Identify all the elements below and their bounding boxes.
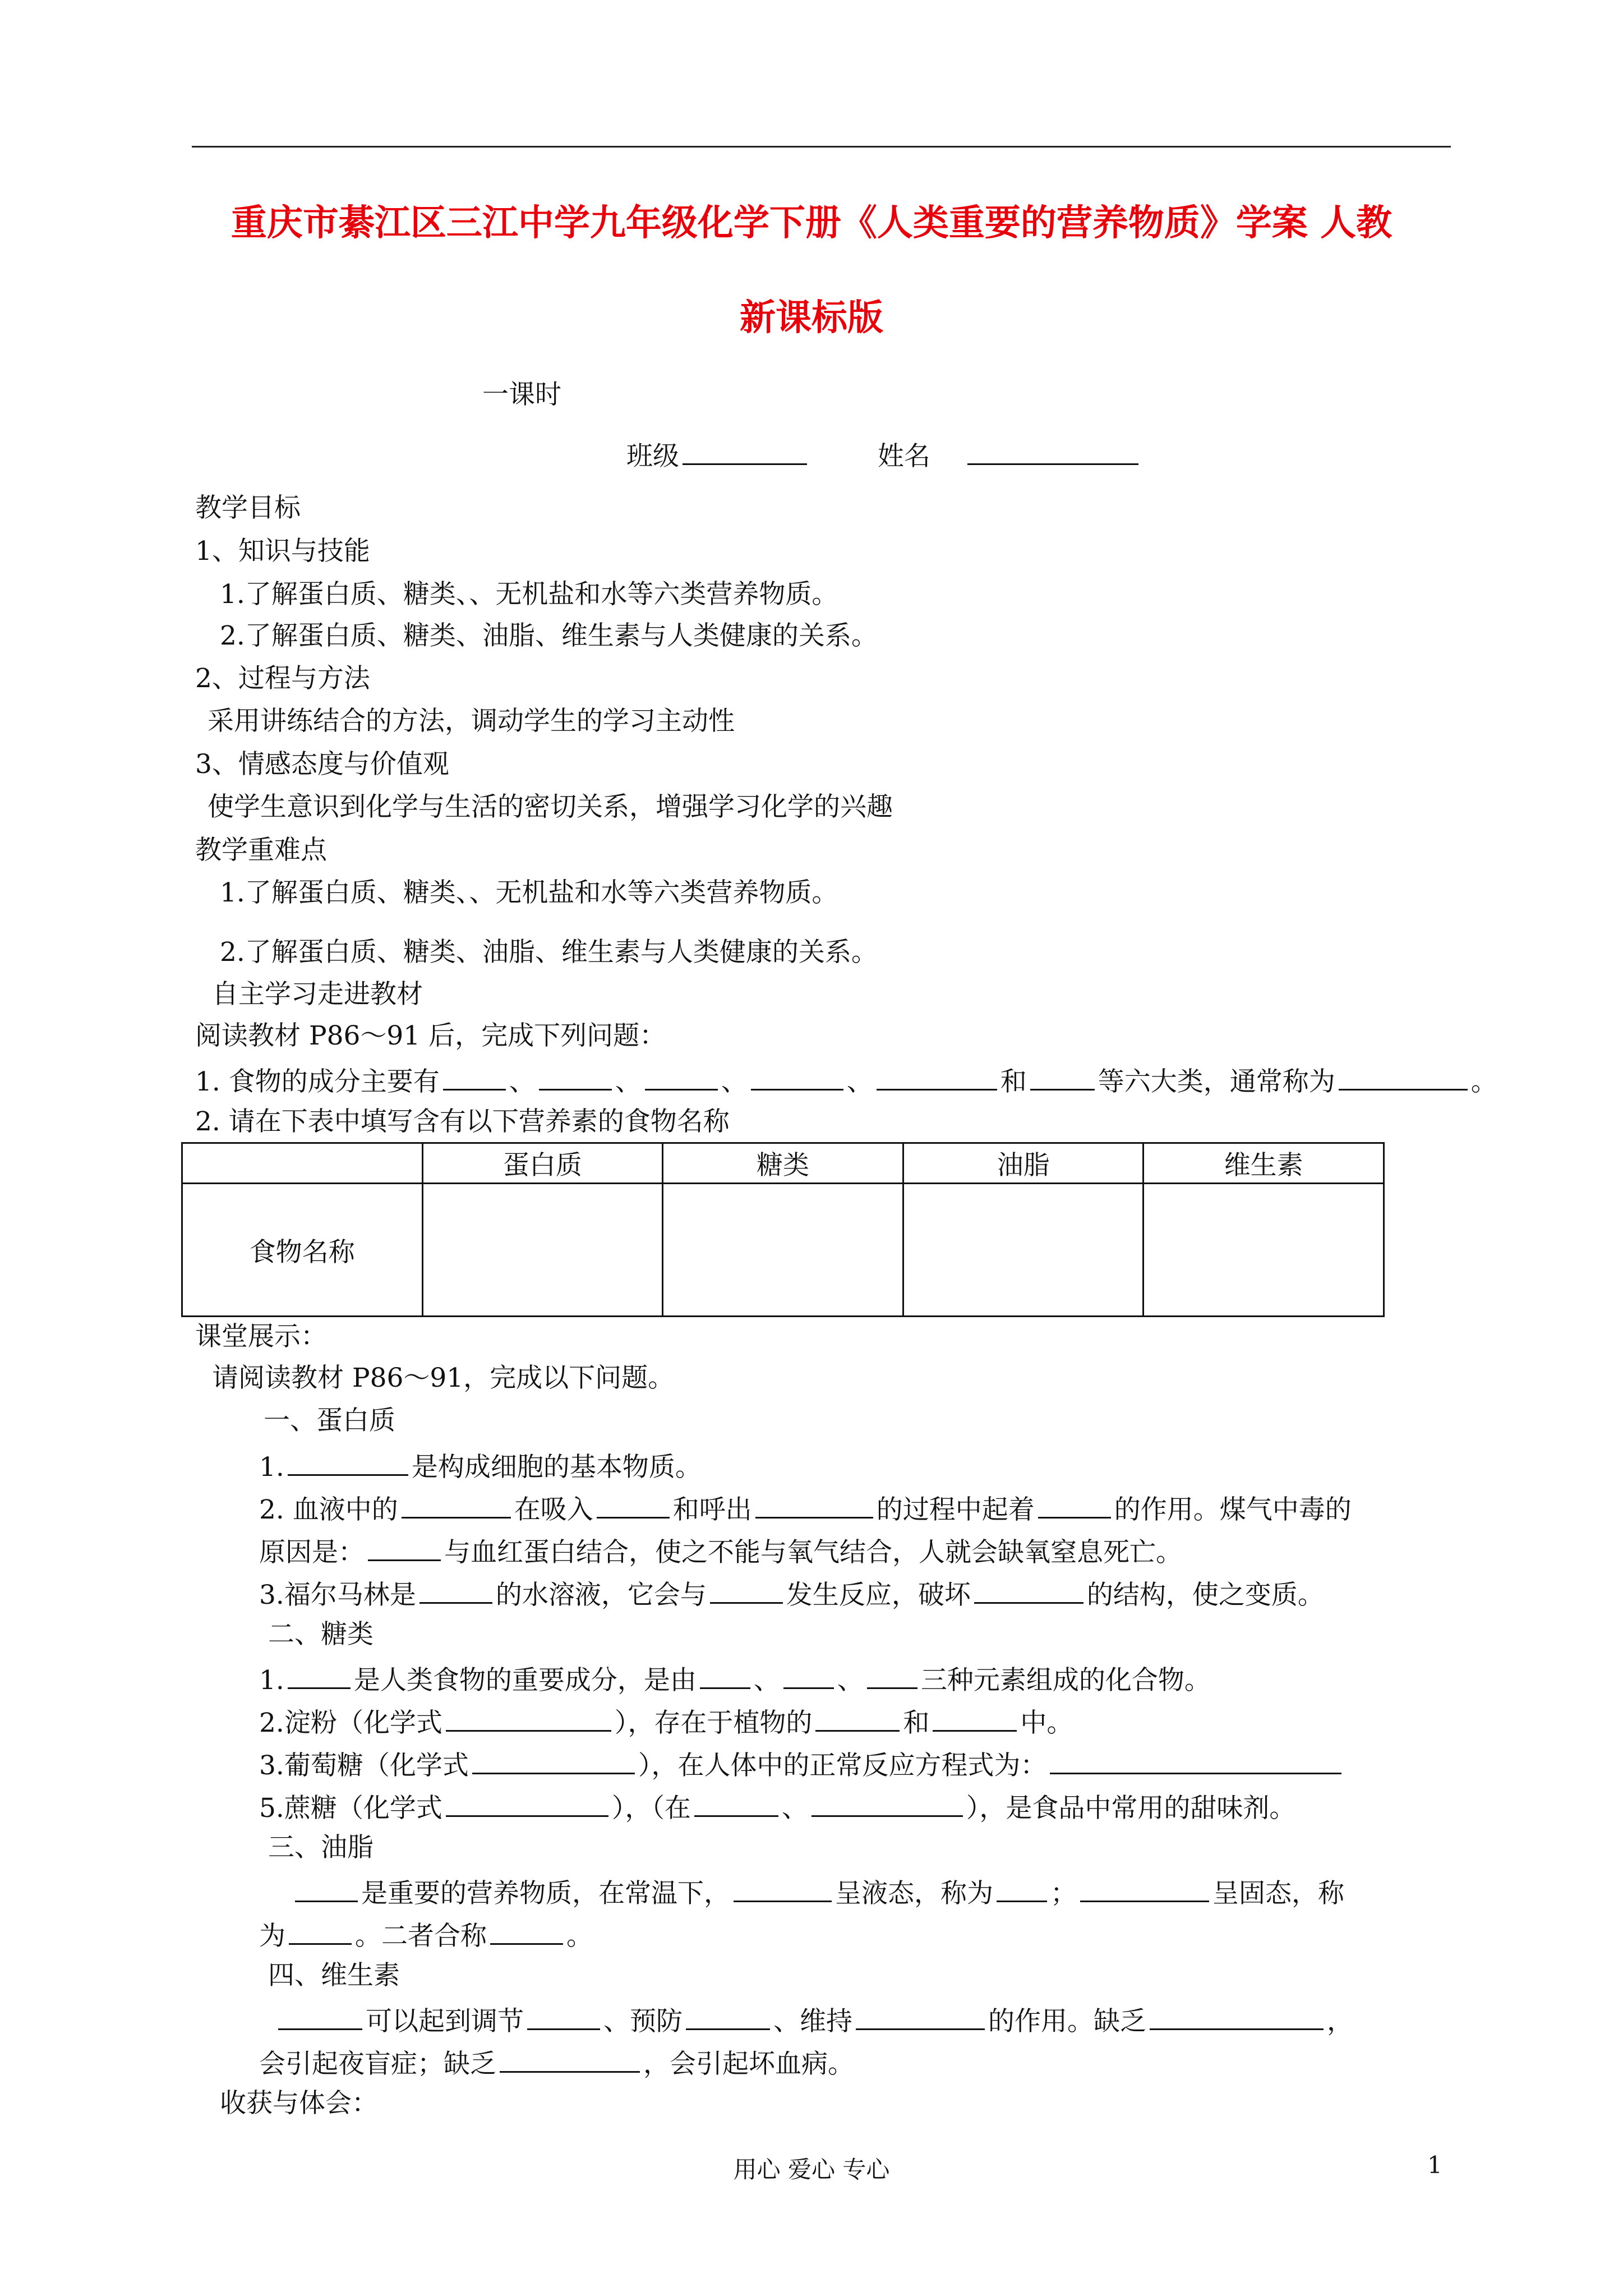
key-item1: 1.了解蛋白质、糖类、、无机盐和水等六类营养物质。 <box>220 877 838 908</box>
vitamin-blank-5[interactable] <box>1150 2001 1324 2030</box>
vitamin-heading: 四、维生素 <box>268 1960 400 1991</box>
table-header-row <box>182 1143 1384 1184</box>
q1-blank-7[interactable] <box>1339 1062 1468 1091</box>
sugar-line-1: 1. 是人类食物的重要成分，是由 、 、 三种元素组成的化合物。 <box>259 1660 1211 1697</box>
vitamin-blank-4[interactable] <box>856 2001 985 2030</box>
vitamin-blank-1[interactable] <box>278 2001 362 2030</box>
protein-blank-7[interactable] <box>419 1575 492 1604</box>
fat-blank-4[interactable] <box>1080 1874 1209 1902</box>
sugar-blank-1[interactable] <box>288 1660 351 1689</box>
sugar-line-3: 3.葡萄糖（化学式 ），在人体中的正常反应方程式为： <box>259 1746 1345 1783</box>
vitamin-blank-3[interactable] <box>686 2001 770 2030</box>
goals-heading: 教学目标 <box>195 493 301 523</box>
protein-blank-1[interactable] <box>288 1447 408 1476</box>
name-blank[interactable] <box>967 436 1138 465</box>
table-cell-fat[interactable] <box>903 1184 1144 1317</box>
sugar-line-2: 2.淀粉（化学式 ），存在于植物的 和 中。 <box>259 1703 1073 1740</box>
vitamin-line-1: 可以起到调节 、预防 、维持 的作用。缺乏 ， <box>275 2001 1353 2039</box>
page-footer: 用心 爱心 专心 <box>733 2156 890 2183</box>
page-number: 1 <box>1427 2151 1442 2179</box>
name-label: 姓名 <box>877 441 930 472</box>
sugar-line-4: 5.蔗糖（化学式 ），（在 、 ），是食品中常用的甜味剂。 <box>259 1788 1295 1825</box>
table-header-sugar: 糖类 <box>663 1143 903 1184</box>
q1-blank-2[interactable] <box>539 1062 612 1091</box>
sugar-blank-7[interactable] <box>933 1703 1017 1732</box>
q1-blank-3[interactable] <box>645 1062 718 1091</box>
table-cell-protein[interactable] <box>422 1184 663 1317</box>
vitamin-blank-6[interactable] <box>500 2044 640 2073</box>
protein-blank-2[interactable] <box>402 1490 511 1519</box>
header-rule <box>192 146 1451 148</box>
key-item2: 2.了解蛋白质、糖类、油脂、维生素与人类健康的关系。 <box>220 937 878 968</box>
doc-title-line2: 新课标版 <box>740 297 883 339</box>
harvest-heading: 收获与体会： <box>220 2088 378 2119</box>
self-study-heading: 自主学习走进教材 <box>212 979 423 1010</box>
sugar-blank-5[interactable] <box>446 1703 611 1732</box>
s1-heading: 1、知识与技能 <box>195 536 370 567</box>
key-heading: 教学重难点 <box>195 835 327 866</box>
s2-text: 采用讲练结合的方法，调动学生的学习主动性 <box>208 706 735 737</box>
food-table <box>181 1142 1385 1317</box>
class-label: 班级 <box>626 441 679 472</box>
protein-blank-8[interactable] <box>710 1575 783 1604</box>
lesson-label: 一课时 <box>482 379 561 410</box>
s1-item1: 1.了解蛋白质、糖类、、无机盐和水等六类营养物质。 <box>220 579 838 610</box>
protein-blank-3[interactable] <box>597 1490 670 1519</box>
fat-heading: 三、油脂 <box>268 1832 374 1863</box>
protein-blank-4[interactable] <box>755 1490 873 1519</box>
s3-heading: 3、情感态度与价值观 <box>195 749 449 780</box>
table-cell-vitamin[interactable] <box>1144 1184 1384 1317</box>
q1-blank-1[interactable] <box>443 1062 506 1091</box>
sugar-blank-9[interactable] <box>1050 1746 1341 1774</box>
protein-line-4: 3.福尔马林是 的水溶液，它会与 发生反应，破坏 的结构，使之变质。 <box>259 1575 1324 1612</box>
fat-blank-2[interactable] <box>734 1874 832 1902</box>
sugar-blank-3[interactable] <box>783 1660 834 1689</box>
fat-blank-5[interactable] <box>289 1916 352 1945</box>
read-instruction: 阅读教材 P86～91 后，完成下列问题： <box>195 1020 666 1051</box>
table-header-fat: 油脂 <box>903 1143 1144 1184</box>
sugar-blank-11[interactable] <box>694 1788 778 1817</box>
fat-line-1: 是重要的营养物质，在常温下， 呈液态，称为 ； 呈固态，称 <box>292 1874 1344 1911</box>
protein-heading: 一、蛋白质 <box>264 1405 395 1436</box>
table-header-vitamin: 维生素 <box>1144 1143 1384 1184</box>
sugar-blank-2[interactable] <box>700 1660 750 1689</box>
sugar-blank-8[interactable] <box>472 1746 635 1774</box>
protein-blank-6[interactable] <box>368 1533 441 1561</box>
fat-blank-6[interactable] <box>490 1916 563 1945</box>
s1-item2: 2.了解蛋白质、糖类、油脂、维生素与人类健康的关系。 <box>220 620 878 651</box>
sugar-blank-12[interactable] <box>811 1788 963 1817</box>
class-name-line <box>626 436 1142 473</box>
protein-blank-5[interactable] <box>1038 1490 1111 1519</box>
table-row-label: 食物名称 <box>182 1184 423 1317</box>
protein-line-1: 1. 是构成细胞的基本物质。 <box>259 1447 702 1484</box>
question-2: 2. 请在下表中填写含有以下营养素的食物名称 <box>195 1106 730 1137</box>
table-cell-sugar[interactable] <box>663 1184 903 1317</box>
s2-heading: 2、过程与方法 <box>195 663 370 694</box>
s3-text: 使学生意识到化学与生活的密切关系，增强学习化学的兴趣 <box>208 792 893 822</box>
table-header-empty <box>182 1143 423 1184</box>
vitamin-line-2: 会引起夜盲症；缺乏 ，会引起坏血病。 <box>259 2044 854 2081</box>
sugar-heading: 二、糖类 <box>268 1619 374 1650</box>
sugar-blank-4[interactable] <box>867 1660 917 1689</box>
class-show-heading: 课堂展示： <box>195 1321 327 1352</box>
fat-blank-3[interactable] <box>997 1874 1047 1902</box>
q1-blank-6[interactable] <box>1030 1062 1095 1091</box>
doc-title-line1: 重庆市綦江区三江中学九年级化学下册《人类重要的营养物质》学案 人教 <box>230 203 1393 244</box>
question-1: 1. 食物的成分主要有 、 、 、 、 和 等六大类，通常称为 。 <box>195 1062 1497 1099</box>
q1-blank-5[interactable] <box>877 1062 997 1091</box>
sugar-blank-10[interactable] <box>446 1788 608 1817</box>
protein-line-3: 原因是： 与血红蛋白结合，使之不能与氧气结合，人就会缺氧窒息死亡。 <box>259 1533 1182 1570</box>
class-blank[interactable] <box>683 436 807 465</box>
table-header-protein: 蛋白质 <box>422 1143 663 1184</box>
table-row <box>182 1184 1384 1317</box>
protein-blank-9[interactable] <box>974 1575 1083 1604</box>
fat-blank-1[interactable] <box>295 1874 358 1902</box>
sugar-blank-6[interactable] <box>815 1703 900 1732</box>
q1-blank-4[interactable] <box>751 1062 843 1091</box>
protein-line-2: 2. 血液中的 在吸入 和呼出 的过程中起着 的作用。煤气中毒的 <box>259 1490 1352 1527</box>
vitamin-blank-2[interactable] <box>527 2001 600 2030</box>
read-instruction-2: 请阅读教材 P86～91，完成以下问题。 <box>212 1363 675 1393</box>
fat-line-2: 为 。二者合称 。 <box>259 1916 593 1953</box>
